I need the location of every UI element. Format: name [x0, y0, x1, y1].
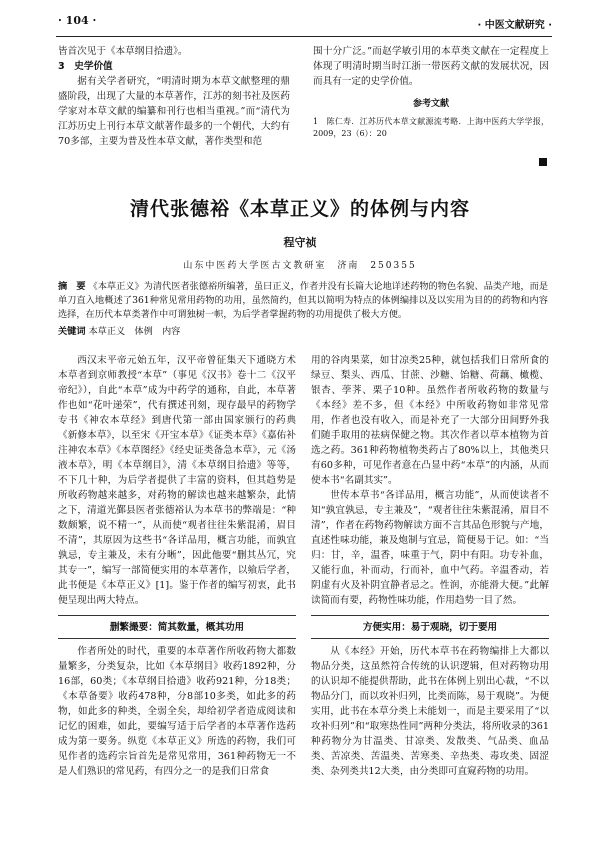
- abstract: [58, 280, 548, 322]
- references-title: 参考文献: [412, 99, 449, 109]
- section1-paragraph-2: 世传本草书“各详品用，概言功能”，从而使读者不知“孰宜孰忌，专主兼及”，“观者往往朱紫混淆，眉目不清”，作者在药物药物解读方面不言其品色形貌与产地，直述性味功能，兼及炮制与宜忌，简便易于记。如：“当归：甘，辛，温香，味重于气，阴中有阳。功专补血，又能行血，补而动，行而补，血中气药。辛温香动，若阴虚有火及补阴宜静者忌之。性润，亦能滑大便。”此解读简而有要，药物性味功能，作用趋势一目了然。: [311, 490, 549, 606]
- section1-continued-paragraph: 用的谷肉果菜，如甘凉类25种，就包括我们日常所食的绿豆、梨头、西瓜、甘蔗、沙糖、饴糖、荷藕、橄榄、银杏、荸荠、栗子10种。虽然作者所收药物的数量与《本经》差不多，但《本经》中所收药物如非常见常用，作者也没有收入，而是补充了一大部分田间野外我们随手取用的祛病保健之物。其次作者以草本植物为首选之药。361种药物植物类药占了80%以上，其他类只有60多种，可见作者意在凸显中药“本草”的内涵，从而使本书“名副其实”。: [311, 355, 549, 486]
- previous-article-right-column: [313, 44, 549, 140]
- keywords-text: 本草正义 体例 内容: [88, 326, 181, 337]
- keywords: [58, 325, 548, 339]
- article-title: 清代张德裕《本草正义》的体例与内容: [129, 198, 470, 220]
- section-band-1: [58, 615, 296, 639]
- abstract-label: 摘 要: [58, 281, 86, 292]
- author-affiliation: 山东中医药大学医古文教研室 济南 250355: [183, 261, 417, 271]
- body-left-column: [58, 353, 296, 779]
- body-right-column: [311, 353, 549, 779]
- section-heading-historical-value: 3 史学价值: [58, 61, 113, 72]
- section2-paragraph: 从《本经》开始，历代本草书在药物编排上大都以物品分类，这虽然符合传统的认识逻辑，但对药物功用的认识却不能提供帮助，此书在体例上别出心裁，“不以物品分门，而以攻补归列，比类而陈，易于观晓”。为便实用，此书在本草分类上未能划一，而是主要采用了“以攻补归列”和“取寒热性同”两种分类法，将所收录的361种药物分为甘温类、甘凉类、发散类、气品类、血品类、苦凉类、苦温类、苦寒类、辛热类、毒攻类、固涩类、杂列类共12大类，由分类即可直窥药物的功用。: [311, 646, 549, 777]
- continued-paragraph: 围十分广泛。”而赵学敏引用的本草类文献在一定程度上体现了明清时期当时江浙一带医药文献的发展状况，因而具有一定的史学价值。: [313, 46, 549, 87]
- intro-paragraph: 西汉末平帝元始五年，汉平帝曾征集天下通晓方术本草者到京师教授“本草”（事见《汉书》卷十二《汉平帝纪》），自此“本草”成为中药学的通称，自此，本草著作也如“花叶递荣”，代有撰述刊刻，现存最早的药物学专书《神农本草经》到唐代第一部由国家颁行的药典《新修本草》，以至宋《开宝本草》《证类本草》《嘉佑补注神农本草》《本草图经》《经史证类备急本草》，元《汤液本草》，明《本草纲目》，清《本草纲目拾遗》等等，不下几十种，为后学者提供了丰富的资料，但其趋势是所收药物越来越多，对药物的解读也越来越繁杂，此情之下，清道光鄞县医者张德裕认为本草书的弊端是：“种数颇繁，说不精一”，从而使“观者往往朱紫混淆，眉目不清”，其原因为这些书“各详品用，概言功能，而孰宜孰忌，专主兼及，未有分晰”，因此他要“删其丛冗，究其专一”，编写一部简便实用的本草著作，以飨后学者，此书便是《本草正义》[1]。鉴于作者的编写初衷，此书便呈现出两大特点。: [58, 355, 296, 606]
- header-rule: [56, 36, 552, 37]
- abstract-text: 《本草正义》为清代医者张德裕所编著，虽曰正义，作者并没有长篇大论地详述药物的物色名貌、品类产地，而是单刀直入地概述了361种常见常用药物的功用，虽然简约，但其以简明为特点的体例编排以及以实用为目的的药物和内容选择，在历代本草类著作中可谓独树一帜，为后学者掌握药物的功用提供了极大方便。: [58, 281, 549, 320]
- section-title-1: 删繁撮要：简其数量，概其功用: [109, 622, 245, 633]
- section-title-2: 方便实用：易于观晓，切于要用: [362, 622, 498, 633]
- reference-item: 1 陈仁寿．江苏历代本草文献源流考略．上海中医药大学学报，2009，23（6）：20: [313, 117, 549, 138]
- end-of-article-mark: [539, 158, 547, 166]
- continued-line: 皆首次见于《本草纲目拾遗》。: [58, 46, 188, 57]
- section-band-2: [311, 615, 549, 639]
- page-number: · 104 ·: [58, 14, 97, 27]
- keywords-label: 关键词: [58, 326, 86, 337]
- section1-paragraph: 作者所处的时代，重要的本草著作所收药物大都数量繁多，分类复杂，比如《本草纲目》收药1892种，分16部，60类；《本草纲目拾遗》收药921种，分18类；《本草备要》收药478种，分8部10多类，如此多的药物，如此多的种类，全弱全矣，却给初学者造成阅读和记忆的困难，如此，要编写适于后学者的本草著作选药成为第一要务。纵览《本草正义》所选的药物，我们可见作者的选药宗旨首先是常见常用，361种药物无一不是人们熟识的常见药，有四分之一的是我们日常食: [58, 646, 296, 777]
- previous-article-left-column: [58, 44, 290, 149]
- article-author: 程守祯: [283, 236, 317, 249]
- historical-value-paragraph: 据有关学者研究，“明清时期为本草文献整理的鼎盛阶段，出现了大量的本草著作，江苏的刻书社及医药学家对本草文献的编纂和刊行也相当重视。”而“清代为江苏历史上刊行本草文献著作最多的一个朝代，大约有70多部，主要为普及性本草文献，著作类型和范: [58, 76, 290, 147]
- journal-name: · 中医文献研究 ·: [477, 20, 552, 31]
